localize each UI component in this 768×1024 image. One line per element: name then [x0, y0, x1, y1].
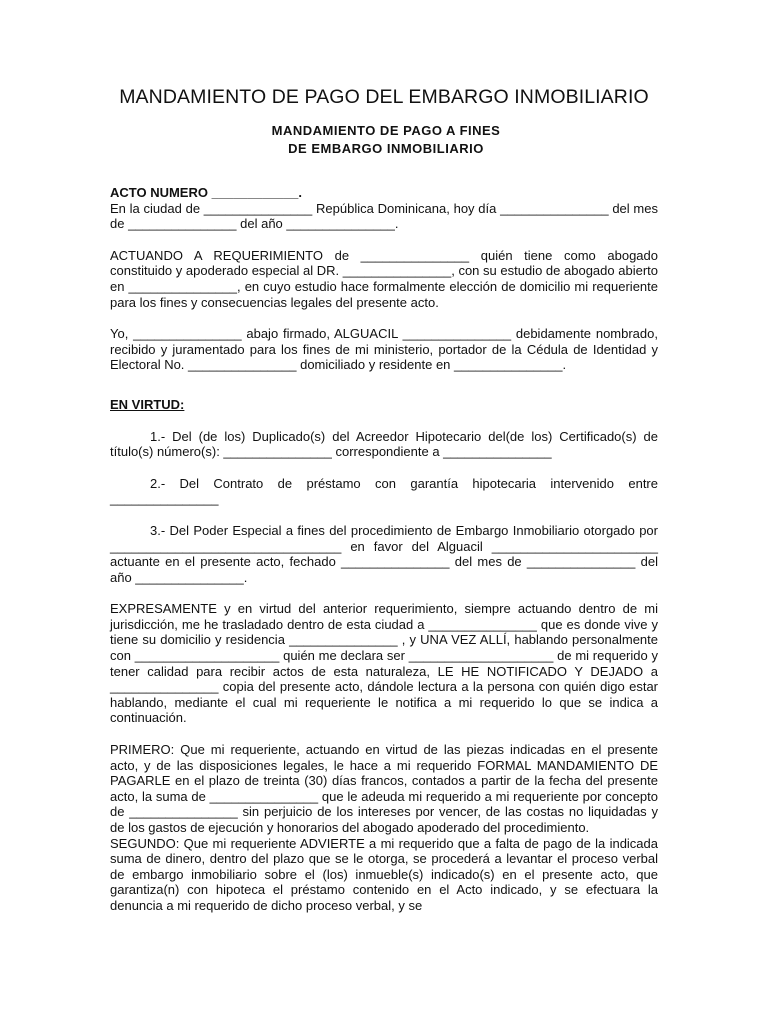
intro-paragraph: En la ciudad de _______________ República Dominicana, hoy día _______________ del mes de _______________ del año _______________. — [110, 200, 658, 232]
document-title: MANDAMIENTO DE PAGO DEL EMBARGO INMOBILIARIO — [119, 86, 649, 108]
subtitle-line-2: DE EMBARGO INMOBILIARIO — [288, 141, 484, 156]
actuando-paragraph: ACTUANDO A REQUERIMIENTO de _______________ quién tiene como abogado constituido y apoderado especial al DR. _______________, con su estudio de abogado abierto en _______________, en cuyo estudio hace formalmente elección de domicilio mi requeriente para los fines y consecuencias legales del presente acto. — [110, 247, 658, 310]
acto-numero: ACTO NUMERO ____________. — [110, 185, 302, 200]
primero-paragraph: PRIMERO: Que mi requeriente, actuando en virtud de las piezas indicadas en el presente acto, y de las disposiciones legales, le hace a mi requerido FORMAL MANDAMIENTO DE PAGARLE en el plazo de treinta (30) días francos, contados a partir de la fecha del presente acto, la suma de _______________ que le adeuda mi requerido a mi requeriente por concepto de _______________ sin perjuicio de los intereses por vencer, de las costas no liquidadas y de los gastos de ejecución y honorarios del abogado apoderado del procedimiento. — [110, 742, 658, 835]
subtitle-line-1: MANDAMIENTO DE PAGO A FINES — [271, 123, 501, 138]
item-1-paragraph: 1.- Del (de los) Duplicado(s) del Acreedor Hipotecario del(de los) Certificado(s) de título(s) número(s): _______________ correspondiente a _______________ — [110, 428, 658, 460]
item-2-paragraph: 2.- Del Contrato de préstamo con garantía hipotecaria intervenido entre _______________ — [110, 475, 658, 507]
expresamente-paragraph: EXPRESAMENTE y en virtud del anterior requerimiento, siempre actuando dentro de mi jurisdicción, me he trasladado dentro de esta ciudad a _______________ que es donde vive y tiene su domicilio y residencia _______________ , y UNA VEZ ALLÍ, hablando personalmente con ____________________ quién me declara ser ____________________ de mi requerido y tener calidad para recibir actos de esta naturaleza, LE HE NOTIFICADO Y DEJADO a _______________ copia del presente acto, dándole lectura a la persona con quién digo estar hablando, mediante el cual mi requeriente le notifica a mi requerido lo que se indica a continuación. — [110, 601, 658, 726]
en-virtud-heading: EN VIRTUD: — [110, 396, 185, 412]
item-3-paragraph: 3.- Del Poder Especial a fines del procedimiento de Embargo Inmobiliario otorgado por ________________________________ en favor del Alguacil _______________________ actuante en el presente acto, fechado _______________ del mes de _______________ del año _______________. — [110, 522, 658, 585]
segundo-paragraph: SEGUNDO: Que mi requeriente ADVIERTE a mi requerido que a falta de pago de la indicada suma de dinero, dentro del plazo que se le otorga, se procederá a levantar el proceso verbal de embargo inmobiliario sobre el (los) inmueble(s) indicado(s) en el presente acto, que garantiza(n) con hipoteca el préstamo contenido en el Acto indicado, y se efectuara la denuncia a mi requerido de dicho proceso verbal, y se — [110, 835, 658, 913]
document-body — [110, 185, 658, 914]
document-subtitle — [0, 122, 768, 158]
yo-paragraph: Yo, _______________ abajo firmado, ALGUACIL _______________ debidamente nombrado, recibido y juramentado para los fines de mi ministerio, portador de la Cédula de Identidad y Electoral No. _______________ domiciliado y residente en _______________. — [110, 326, 658, 373]
